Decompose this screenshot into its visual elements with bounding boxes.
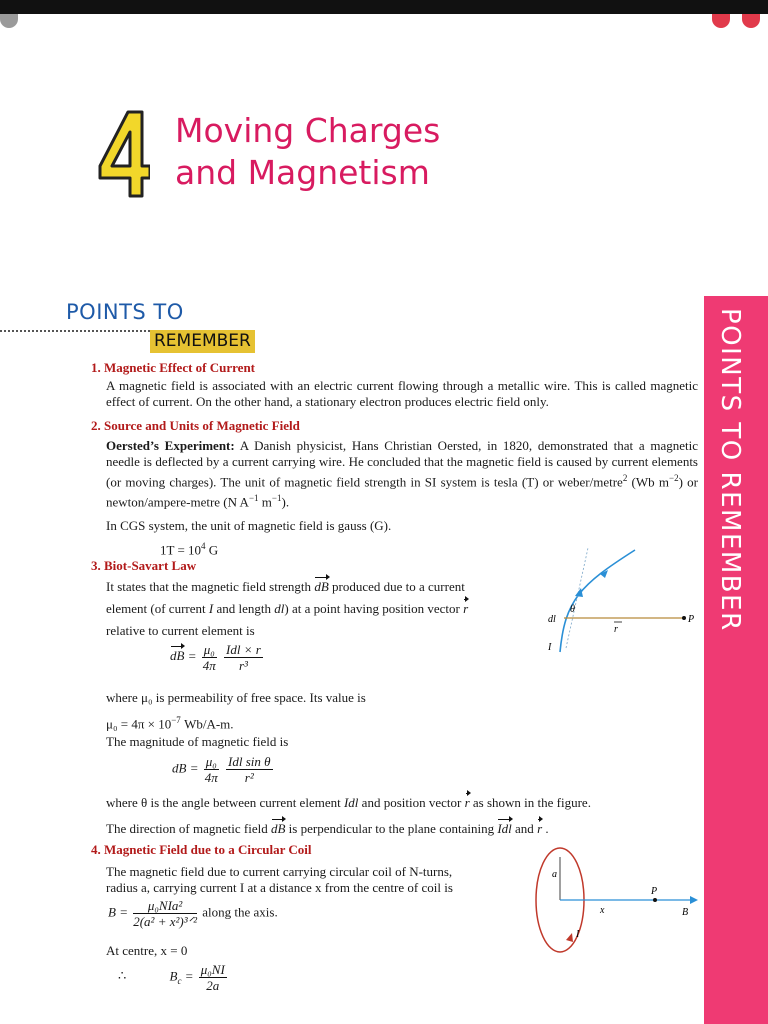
section-1-text: A magnetic field is associated with an electric current flowing through a metallic wire. This is called magnetic effect of current. On the other hand, a stationary electron produces electric field only.	[106, 378, 698, 409]
coil-field-equation: B = $\frac{\text{μ₀NIa²}}{\text{2(a² + x²)³ᐟ²}}$ along the axis.	[108, 898, 278, 929]
point-p-dot	[682, 616, 686, 620]
biot-savart-line-3: relative to current element is	[106, 623, 255, 638]
biot-savart-figure	[540, 540, 700, 660]
centre-field-equation: ∴ $B_c$ = $\frac{\text{μ₀NI}}{2a}$	[118, 962, 225, 993]
current-wire	[560, 550, 635, 652]
oersted-lead: Oersted’s Experiment:	[106, 438, 235, 453]
points-to-heading: POINTS TO	[66, 300, 184, 324]
axis-arrow	[690, 896, 698, 904]
top-tab-right-2	[742, 14, 760, 28]
section-4-heading: 4. Magnetic Field due to a Circular Coil	[91, 842, 312, 857]
coil-label-i: I	[576, 929, 580, 940]
section-3-heading: 3. Biot-Savart Law	[91, 558, 197, 573]
tesla-gauss-equation: $1T = 10^4$ G	[160, 541, 219, 558]
magnitude-equation: dB = $\frac{\text{μ₀}}{4\pi}$ $\frac{\text{Idl sin θ}}{\text{r²}}$	[172, 754, 271, 785]
top-tab-right-1	[712, 14, 730, 28]
coil-point-p	[653, 898, 657, 902]
permeability-text: where μ₀ is permeability of free space. Its value is	[106, 690, 366, 705]
section-2-text: Oersted’s Experiment: A Danish physicist, Hans Christian Oersted, in 1820, demonstrated that a magnetic needle is deflected by a current carrying wire. He concluded that the magnetic field is caused by current elements (or moving charges). The unit of magnetic field strength in SI system is tesla (T) or weber/metre$^2$ (Wb $m^{-2}$) or newton/ampere-metre (N $A^{-1}$ $m^{-1}$).	[106, 438, 698, 510]
fig-label-theta: θ	[570, 604, 575, 615]
coil-text-line-2: radius a, carrying current I at a distance x from the centre of coil is	[106, 880, 453, 895]
coil-label-p: P	[651, 886, 658, 897]
biot-savart-equation: dB = $\frac{\text{μ₀}}{4\pi}$ $\frac{\text{Idl × r}}{\text{r³}}$	[170, 642, 261, 673]
fig-label-i: I	[548, 642, 552, 653]
chapter-title-line-1: Moving Charges	[175, 111, 441, 150]
chapter-title-line-2: and Magnetism	[175, 153, 430, 192]
coil-label-x: x	[600, 905, 605, 916]
chapter-number: 4	[98, 108, 99, 109]
coil-label-a: a	[552, 869, 557, 880]
coil-label-b: B	[682, 907, 689, 918]
biot-savart-line-2: element (of current I and length dl) at a point having position vector r	[106, 601, 469, 616]
centre-condition: At centre, x = 0	[106, 943, 188, 958]
remember-badge: REMEMBER	[150, 330, 255, 353]
section-1-heading: 1. Magnetic Effect of Current	[91, 360, 256, 375]
chapter-number-graphic	[98, 108, 150, 200]
angle-theta-text: where θ is the angle between current element Idl and position vector r as shown in the figure.	[106, 795, 591, 810]
top-status-bar	[0, 0, 768, 14]
magnitude-text: The magnitude of magnetic field is	[106, 734, 289, 749]
fig-label-r: r	[614, 624, 618, 635]
section-2-heading: 2. Source and Units of Magnetic Field	[91, 418, 300, 433]
chapter-title	[175, 110, 440, 194]
permeability-value: $\mu_0 = 4\pi \times 10^{-7}$ Wb/A-m.	[106, 715, 234, 732]
side-label: POINTS TO REMEMBER	[715, 308, 745, 632]
cgs-unit-text: In CGS system, the unit of magnetic field is gauss (G).	[106, 518, 392, 533]
dotted-rule	[0, 330, 158, 332]
field-direction-text: The direction of magnetic field dB is perpendicular to the plane containing Idl and r .	[106, 821, 549, 836]
coil-current-arrow	[566, 933, 573, 942]
fig-label-p: P	[688, 614, 695, 625]
coil-text-line-1: The magnetic field due to current carrying circular coil of N-turns,	[106, 864, 453, 879]
fig-label-dl: dl	[548, 614, 556, 625]
biot-savart-line-1: It states that the magnetic field strength dB produced due to a current	[106, 579, 465, 594]
circular-coil-figure	[520, 845, 700, 955]
top-tab-left	[0, 14, 18, 28]
